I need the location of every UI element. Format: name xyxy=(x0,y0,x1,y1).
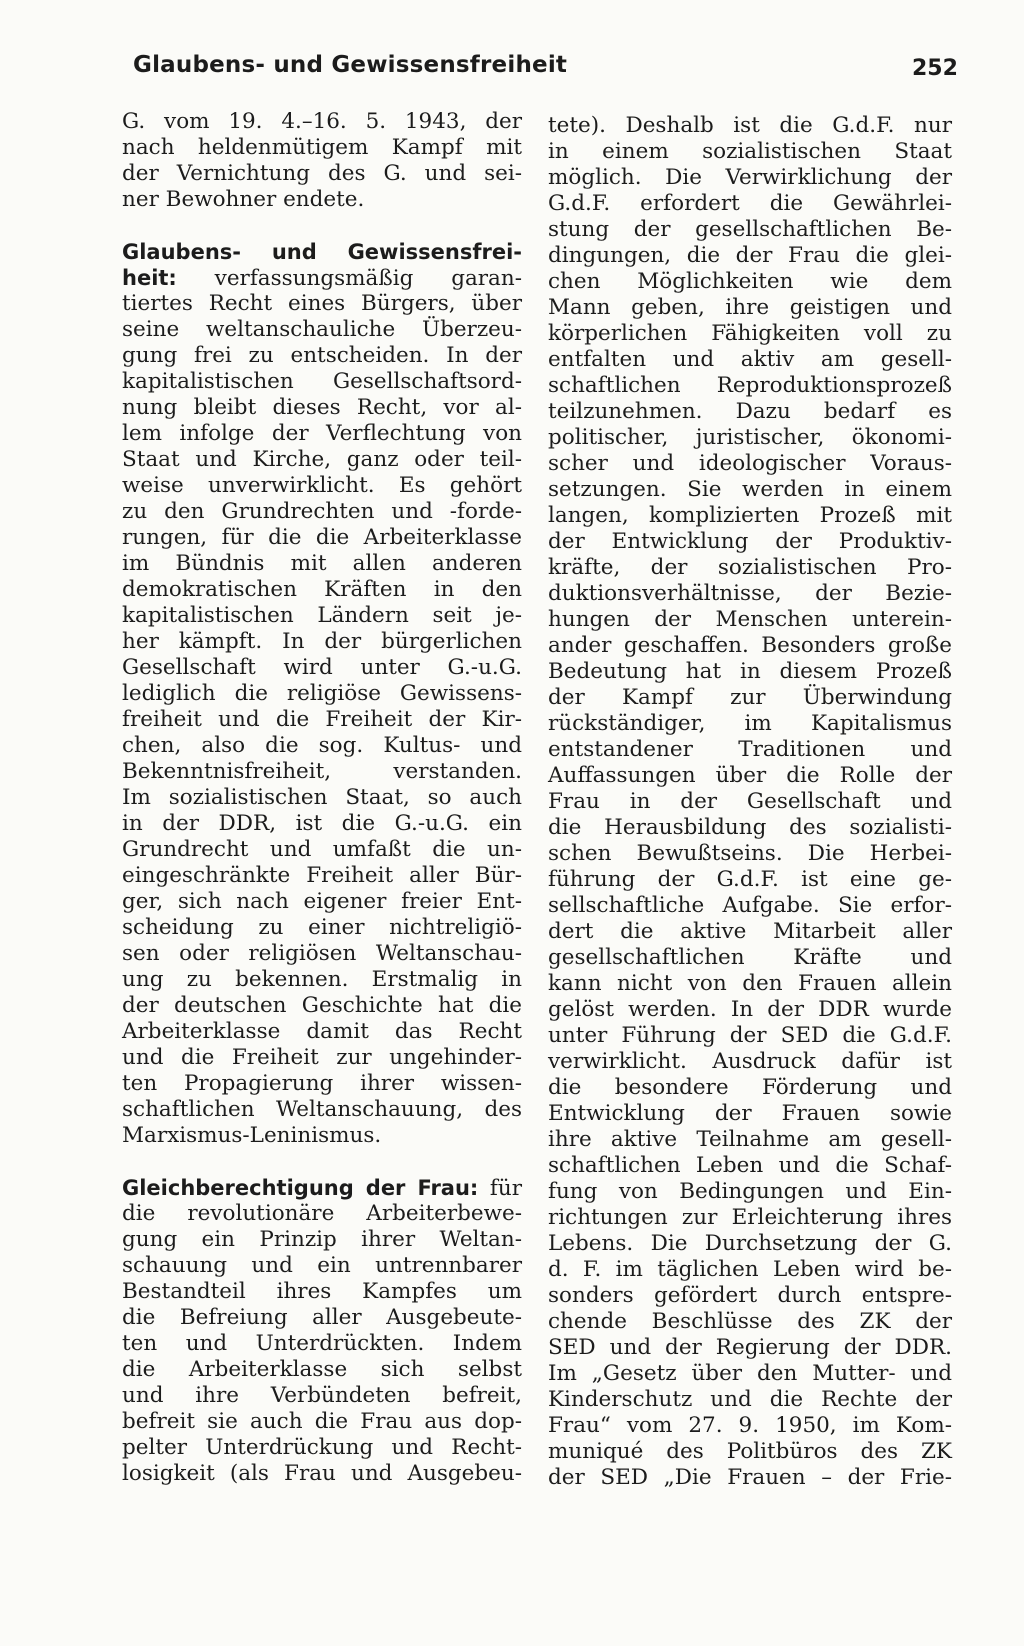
text-line: tiertes Recht eines Bürgers, über xyxy=(122,291,522,316)
text-line: kann nicht von den Frauen allein xyxy=(548,971,952,996)
text-line: dert die aktive Mitarbeit aller xyxy=(548,919,952,944)
text-run: verfassungsmäßig garan- xyxy=(214,266,522,291)
text-line: die besondere Förderung und xyxy=(548,1075,952,1100)
text-line: entfalten und aktiv am gesell- xyxy=(548,347,952,372)
entry-body xyxy=(122,1201,522,1487)
text-line: möglich. Die Verwirklichung der xyxy=(548,165,952,190)
text-line: der Entwicklung der Produktiv- xyxy=(548,529,952,554)
text-line: schauung und ein untrennbarer xyxy=(122,1253,522,1278)
text-line: körperlichen Fähigkeiten voll zu xyxy=(548,321,952,346)
text-line: Kinderschutz und die Rechte der xyxy=(548,1387,952,1412)
text-line: Bestandteil ihres Kampfes um xyxy=(122,1279,522,1304)
text-line: scher und ideologischer Voraus- xyxy=(548,451,952,476)
text-line: Gesellschaft wird unter G.-u.G. xyxy=(122,655,522,680)
text-line: ten und Unterdrückten. Indem xyxy=(122,1331,522,1356)
text-line: weise unverwirklicht. Es gehört xyxy=(122,473,522,498)
text-line: Im sozialistischen Staat, so auch xyxy=(122,785,522,810)
text-line: die Herausbildung des sozialisti- xyxy=(548,815,952,840)
text-line: G.d.F. erfordert die Gewährlei- xyxy=(548,191,952,216)
text-line: schen Bewußtseins. Die Herbei- xyxy=(548,841,952,866)
text-line xyxy=(122,265,522,291)
text-line: politischer, juristischer, ökonomi- xyxy=(548,425,952,450)
text-line: sellschaftliche Aufgabe. Sie erfor- xyxy=(548,893,952,918)
text-line: der deutschen Geschichte hat die xyxy=(122,993,522,1018)
text-line: schaftlichen Leben und die Schaf- xyxy=(548,1153,952,1178)
text-line: ihre aktive Teilnahme am gesell- xyxy=(548,1127,952,1152)
text-run: für xyxy=(489,1176,522,1201)
text-line: nung bleibt dieses Recht, vor al- xyxy=(122,395,522,420)
text-line: scheidung zu einer nichtreligiö- xyxy=(122,915,522,940)
text-line: setzungen. Sie werden in einem xyxy=(548,477,952,502)
paragraph-continued xyxy=(122,109,522,213)
right-column xyxy=(548,113,952,1491)
text-line: teilzunehmen. Dazu bedarf es xyxy=(548,399,952,424)
text-line: sonders gefördert durch entspre- xyxy=(548,1283,952,1308)
text-line: und die Freiheit zur ungehinder- xyxy=(122,1045,522,1070)
text-line xyxy=(122,1175,522,1201)
text-line: ander geschaffen. Besonders große xyxy=(548,633,952,658)
text-line: chen Möglichkeiten wie dem xyxy=(548,269,952,294)
text-line: im Bündnis mit allen anderen xyxy=(122,551,522,576)
entry-body xyxy=(122,291,522,1149)
text-line: kapitalistischen Gesellschaftsord- xyxy=(122,369,522,394)
text-line: her kämpft. In der bürgerlichen xyxy=(122,629,522,654)
text-line: Auffassungen über die Rolle der xyxy=(548,763,952,788)
text-line: Frau“ vom 27. 9. 1950, im Kom- xyxy=(548,1413,952,1438)
text-line: gelöst werden. In der DDR wurde xyxy=(548,997,952,1022)
paragraph-gap xyxy=(122,1149,522,1175)
text-line: dingungen, die der Frau die glei- xyxy=(548,243,952,268)
text-line: Grundrecht und umfaßt die un- xyxy=(122,837,522,862)
text-line: gung ein Prinzip ihrer Weltan- xyxy=(122,1227,522,1252)
text-line: und ihre Verbündeten befreit, xyxy=(122,1383,522,1408)
text-line: unter Führung der SED die G.d.F. xyxy=(548,1023,952,1048)
text-line: sen oder religiösen Weltanschau- xyxy=(122,941,522,966)
text-line: in einem sozialistischen Staat xyxy=(548,139,952,164)
text-line: kapitalistischen Ländern seit je- xyxy=(122,603,522,628)
text-line: ung zu bekennen. Erstmalig in xyxy=(122,967,522,992)
text-line: muniqué des Politbüros des ZK xyxy=(548,1439,952,1464)
text-line: pelter Unterdrückung und Recht- xyxy=(122,1435,522,1460)
text-line: d. F. im täglichen Leben wird be- xyxy=(548,1257,952,1282)
text-line: Marxismus-Leninismus. xyxy=(122,1123,382,1148)
text-line: der SED „Die Frauen – der Frie- xyxy=(548,1465,952,1490)
text-line: eingeschränkte Freiheit aller Bür- xyxy=(122,863,522,888)
text-line: Staat und Kirche, ganz oder teil- xyxy=(122,447,522,472)
text-line: rückständiger, im Kapitalismus xyxy=(548,711,952,736)
text-line: chen, also die sog. Kultus- und xyxy=(122,733,522,758)
text-line: lediglich die religiöse Gewissens- xyxy=(122,681,522,706)
text-line: Im „Gesetz über den Mutter- und xyxy=(548,1361,952,1386)
text-line: der Vernichtung des G. und sei- xyxy=(122,161,522,186)
text-line: befreit sie auch die Frau aus dop- xyxy=(122,1409,522,1434)
text-line: tete). Deshalb ist die G.d.F. nur xyxy=(548,113,952,138)
text-line: gung frei zu entscheiden. In der xyxy=(122,343,522,368)
left-column xyxy=(122,109,522,1487)
text-line: schaftlichen Weltanschauung, des xyxy=(122,1097,522,1122)
text-line: entstandener Traditionen und xyxy=(548,737,952,762)
text-line: die Arbeiterklasse sich selbst xyxy=(122,1357,522,1382)
text-line: zu den Grundrechten und -forde- xyxy=(122,499,522,524)
text-line xyxy=(122,239,522,265)
text-line: rungen, für die die Arbeiterklasse xyxy=(122,525,522,550)
running-head: Glaubens- und Gewissensfreiheit xyxy=(133,52,568,78)
text-line: gesellschaftlichen Kräfte und xyxy=(548,945,952,970)
text-line: schaftlichen Reproduktionsprozeß xyxy=(548,373,952,398)
text-line: Lebens. Die Durchsetzung der G. xyxy=(548,1231,952,1256)
text-line: Bekenntnisfreiheit, verstanden. xyxy=(122,759,522,784)
text-line: ten Propagierung ihrer wissen- xyxy=(122,1071,522,1096)
text-line: fung von Bedingungen und Ein- xyxy=(548,1179,952,1204)
text-line: langen, komplizierten Prozeß mit xyxy=(548,503,952,528)
text-line: kräfte, der sozialistischen Pro- xyxy=(548,555,952,580)
text-line: freiheit und die Freiheit der Kir- xyxy=(122,707,522,732)
entry-headword: heit: xyxy=(122,266,177,290)
text-line: führung der G.d.F. ist eine ge- xyxy=(548,867,952,892)
paragraph-gap xyxy=(122,213,522,239)
text-line: nach heldenmütigem Kampf mit xyxy=(122,135,522,160)
text-line: der Kampf zur Überwindung xyxy=(548,685,952,710)
text-line: ner Bewohner endete. xyxy=(122,187,365,212)
text-line: hungen der Menschen unterein- xyxy=(548,607,952,632)
entry-headword: Gleichberechtigung der Frau: xyxy=(122,1176,479,1200)
entry-body-continued xyxy=(548,113,952,1491)
text-line: Frau in der Gesellschaft und xyxy=(548,789,952,814)
text-line: seine weltanschauliche Überzeu- xyxy=(122,317,522,342)
text-line: ger, sich nach eigener freier Ent- xyxy=(122,889,522,914)
text-line: demokratischen Kräften in den xyxy=(122,577,522,602)
text-line: G. vom 19. 4.–16. 5. 1943, der xyxy=(122,109,522,134)
text-line: richtungen zur Erleichterung ihres xyxy=(548,1205,952,1230)
text-line: die revolutionäre Arbeiterbewe- xyxy=(122,1201,522,1226)
text-line: chende Beschlüsse des ZK der xyxy=(548,1309,952,1334)
text-line: Entwicklung der Frauen sowie xyxy=(548,1101,952,1126)
text-line: verwirklicht. Ausdruck dafür ist xyxy=(548,1049,952,1074)
page-number: 252 xyxy=(912,56,958,81)
text-line: Arbeiterklasse damit das Recht xyxy=(122,1019,522,1044)
entry-headword: Glaubens- und Gewissensfrei- xyxy=(122,240,522,264)
text-line: stung der gesellschaftlichen Be- xyxy=(548,217,952,242)
text-line: in der DDR, ist die G.-u.G. ein xyxy=(122,811,522,836)
entry-glaubensfreiheit xyxy=(122,239,522,1149)
entry-gleichberechtigung xyxy=(122,1175,522,1487)
text-line: lem infolge der Verflechtung von xyxy=(122,421,522,446)
text-line: Mann geben, ihre geistigen und xyxy=(548,295,952,320)
text-line: die Befreiung aller Ausgebeute- xyxy=(122,1305,522,1330)
text-line: Bedeutung hat in diesem Prozeß xyxy=(548,659,952,684)
text-line: duktionsverhältnisse, der Bezie- xyxy=(548,581,952,606)
text-line: SED und der Regierung der DDR. xyxy=(548,1335,952,1360)
text-line: losigkeit (als Frau und Ausgebeu- xyxy=(122,1461,522,1486)
